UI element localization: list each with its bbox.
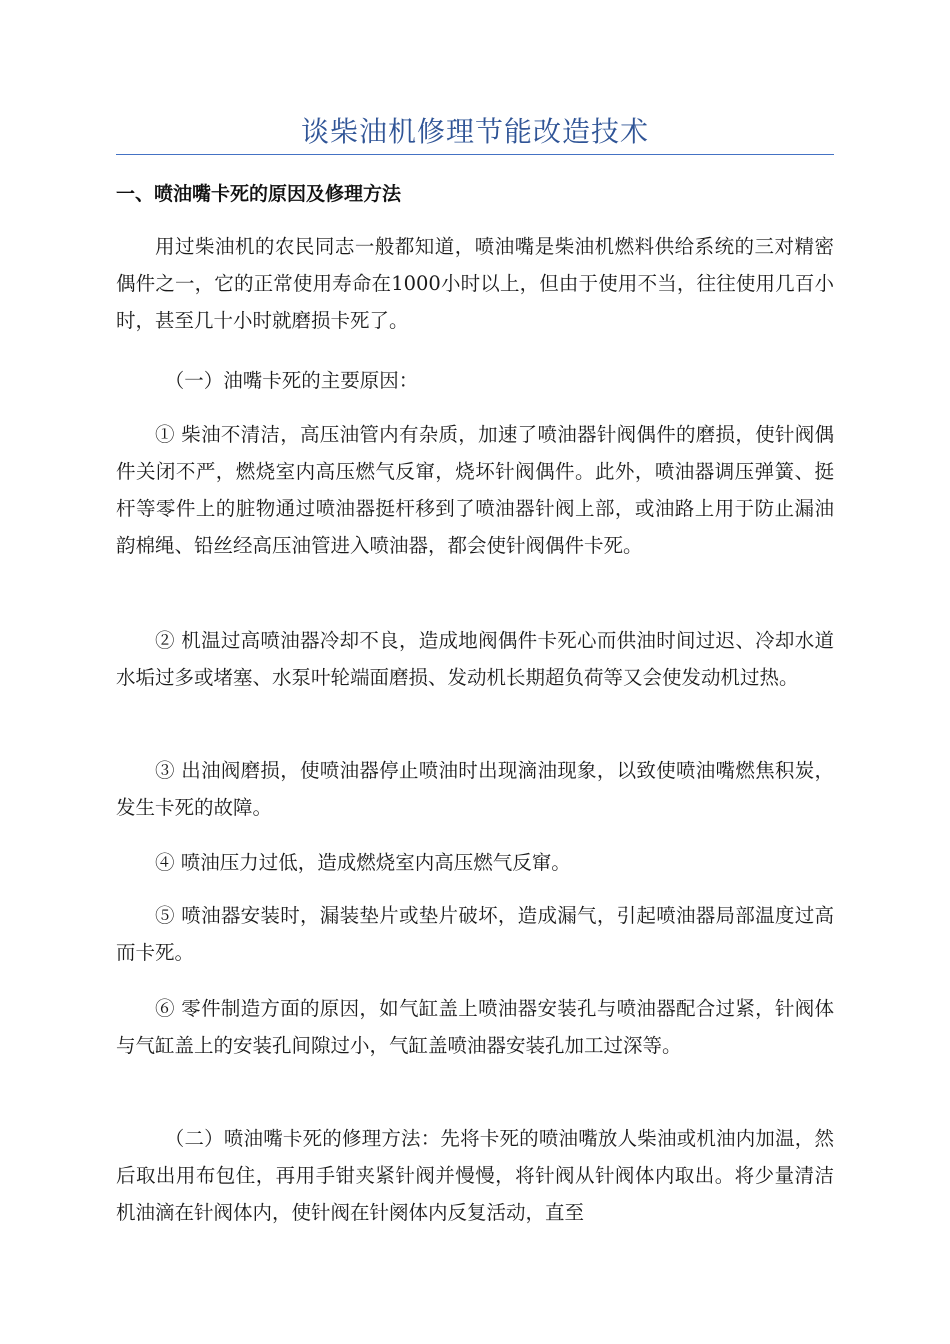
reason-paragraph-5: ⑤ 喷油器安装时，漏装垫片或垫片破坏，造成漏气，引起喷油器局部温度过高而卡死。 [116,904,834,964]
reason-paragraph-2: ② 机温过高喷油器冷却不良，造成地阀偶件卡死心而供油时间过迟、冷却水道水垢过多或堵塞、水泵叶轮端面磨损、发动机长期超负荷等又会使发动机过热。 [116,629,834,689]
intro-paragraph: 用过柴油机的农民同志一般都知道，喷油嘴是柴油机燃料供给系统的三对精密偶件之一，它的正常使用寿命在1000小时以上，但由于使用不当，往往使用几百小时，甚至几十小时就磨损卡死了。 [116,235,834,332]
title-underline [116,154,834,155]
reason-paragraph-1: ① 柴油不清洁，高压油管内有杂质，加速了喷油器针阀偶件的磨损，使针阀偶件关闭不严，燃烧室内高压燃气反窜，烧坏针阀偶件。此外，喷油器调压弹簧、挺杆等零件上的脏物通过喷油器挺杆移到了喷油器针阀上部，或油路上用于防止漏油韵棉绳、铅丝经高压油管进入喷油器，都会使针阀偶件卡死。 [116,423,834,557]
reason-paragraph-3: ③ 出油阀磨损，使喷油器停止喷油时出现滴油现象，以致使喷油嘴燃焦积炭，发生卡死的故障。 [116,759,834,819]
document-title: 谈柴油机修理节能改造技术 [300,115,649,148]
reason-paragraph-4: ④ 喷油压力过低，造成燃烧室内高压燃气反窜。 [155,851,571,874]
reason-paragraph-6: ⑥ 零件制造方面的原因，如气缸盖上喷油器安装孔与喷油器配合过紧，针阀体与气缸盖上的安装孔间隙过小，气缸盖喷油器安装孔加工过深等。 [116,997,834,1057]
subsection-heading-causes: （一）油嘴卡死的主要原因： [164,369,419,392]
section-heading: 一、喷油嘴卡死的原因及修理方法 [116,183,402,205]
repair-method-paragraph: （二）喷油嘴卡死的修理方法：先将卡死的喷油嘴放人柴油或机油内加温，然后取出用布包住，再用手钳夹紧针阀并慢慢，将针阀从针阀体内取出。将少量清洁机油滴在针阀体内，使针阀在针阕体内反复活动，直至 [116,1127,834,1224]
